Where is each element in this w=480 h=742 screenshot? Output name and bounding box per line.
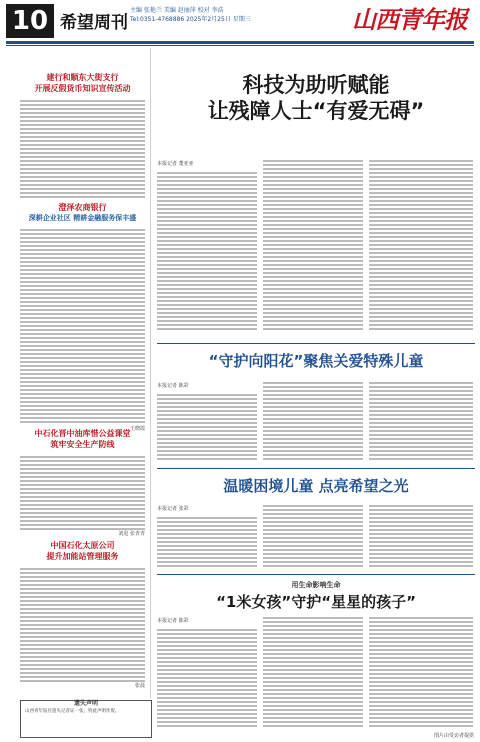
story4-kicker: 用生命影响生命 <box>291 581 341 589</box>
header-rule <box>6 41 474 44</box>
left-article-2-title-1: 澄泽农商银行 <box>58 203 107 212</box>
story4-byline: 本报记者 陈彩 <box>157 618 189 624</box>
story3-byline: 本报记者 张彩 <box>157 506 189 512</box>
story1-byline: 本报记者 董亚亚 <box>157 161 194 167</box>
left-article-3-author: 刘进 张青青 <box>118 531 145 537</box>
story2-byline: 本报记者 陈彩 <box>157 383 189 389</box>
story4-title: “1米女孩”守护“星星的孩子” <box>216 593 416 611</box>
divider-3 <box>157 574 475 575</box>
newspaper-logo: 山西青年报 <box>352 5 467 34</box>
left-article-4-title-2: 提升加能站管理服务 <box>46 552 119 561</box>
masthead-info-line2: Tel:0351-4768886 2025年2月25日 星期三 <box>130 16 251 23</box>
left-article-2 <box>20 202 145 432</box>
story4-col2 <box>263 615 363 727</box>
left-article-2-author: 王晓霞 <box>129 426 145 432</box>
left-article-4-title-1: 中国石化太原公司 <box>50 541 115 550</box>
footer-notice-text: 山西青年报社遗失记者证一张，特此声明作废。 <box>25 709 120 714</box>
masthead-info-line1: 主编 张艳兰 美编 赵丽萍 校对 李浩 <box>130 7 224 14</box>
divider-1 <box>157 343 475 344</box>
masthead-info <box>130 6 290 24</box>
left-article-2-body <box>20 227 145 425</box>
left-article-1-body <box>20 98 145 198</box>
photo-credit: 图片由受访者提供 <box>433 733 474 739</box>
left-article-4-body <box>20 566 145 682</box>
page-number: 10 <box>6 4 54 38</box>
story1-col2 <box>263 158 363 332</box>
story2-title: “守护向阳花”聚焦关爱特殊儿童 <box>208 352 424 370</box>
story2-col2 <box>263 380 363 460</box>
footer-notice <box>20 700 152 738</box>
story2-col3 <box>369 380 473 460</box>
left-article-1-title-1: 建行和顺东大街支行 <box>46 73 119 82</box>
story1-col1 <box>157 170 257 332</box>
main-headline-line1: 科技为助听赋能 <box>242 73 390 97</box>
story4-col1 <box>157 627 257 727</box>
left-article-4 <box>20 540 145 689</box>
left-article-4-author: 张晨 <box>134 683 145 689</box>
main-area <box>157 48 475 124</box>
footer-notice-title: 遗失声明 <box>73 700 98 707</box>
left-article-2-title-2: 深耕企业社区 精耕金融服务保丰盛 <box>28 214 137 222</box>
story3-col1 <box>157 515 257 567</box>
left-article-1 <box>20 72 145 198</box>
section-name: 希望周刊 <box>60 13 128 33</box>
main-headline-line2: 让残障人士“有爱无碍” <box>207 99 425 123</box>
story4-col3 <box>369 615 473 727</box>
story2-col1 <box>157 392 257 460</box>
divider-2 <box>157 468 475 469</box>
left-article-3-title-2: 筑牢安全生产防线 <box>50 440 115 449</box>
left-article-3-title-1: 中石化晋中油库惜公益课堂 <box>34 429 131 438</box>
header-rule-thin <box>6 45 474 46</box>
left-column <box>20 48 151 698</box>
story3-title: 温暖困境儿童 点亮希望之光 <box>223 477 409 495</box>
story1-col3 <box>369 158 473 332</box>
left-article-1-title-2: 开展反假货币知识宣传活动 <box>34 84 131 93</box>
story3-col3 <box>369 503 473 567</box>
left-article-3 <box>20 428 145 537</box>
left-article-3-body <box>20 454 145 530</box>
story3-col2 <box>263 503 363 567</box>
